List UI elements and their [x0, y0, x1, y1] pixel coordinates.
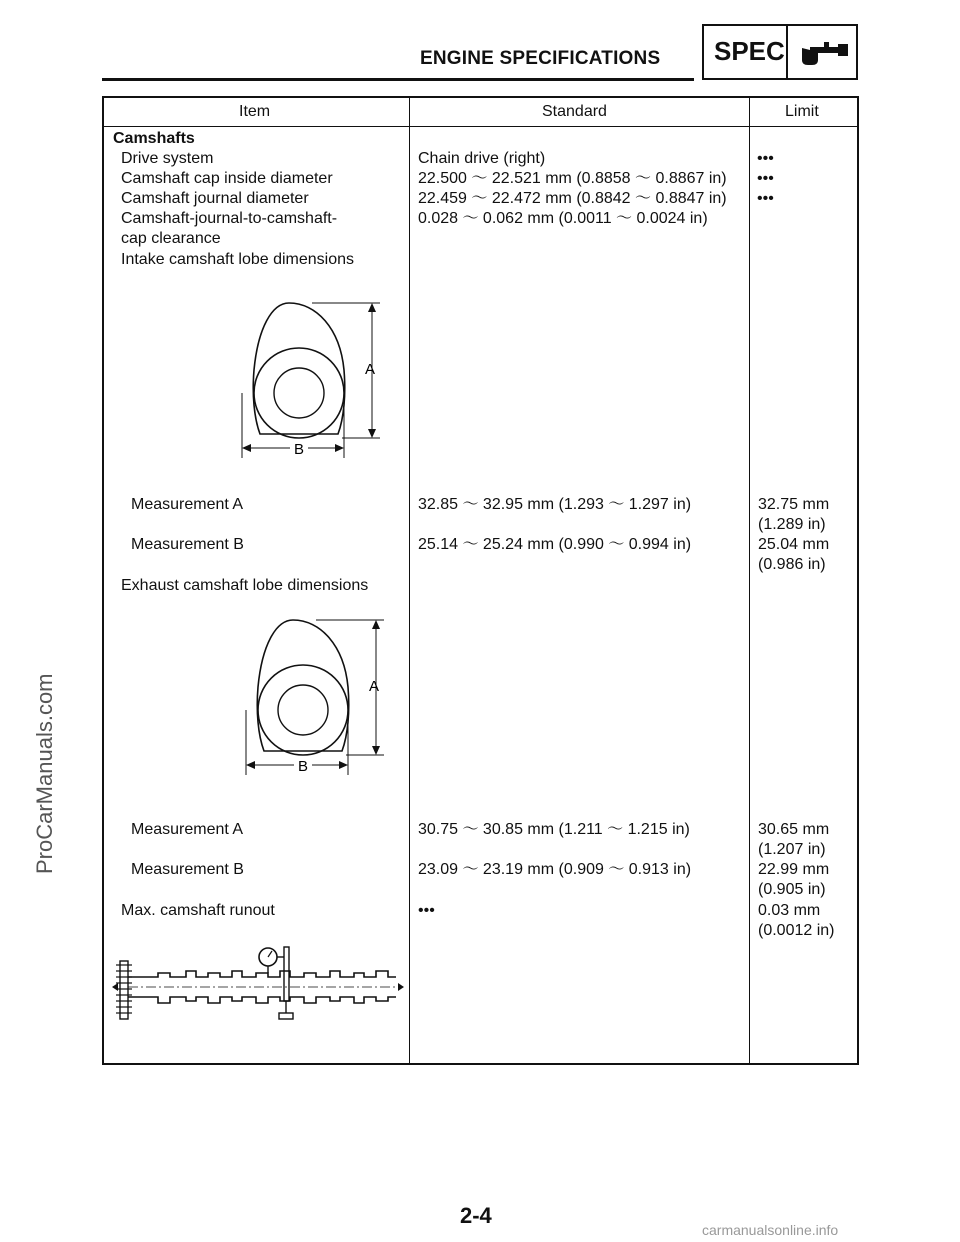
page-title: ENGINE SPECIFICATIONS — [420, 48, 661, 69]
standard-cap-inside-diameter: 22.500 ～ 22.521 mm (0.8858 ～ 0.8867 in) — [418, 170, 727, 187]
item-exhaust-b: Measurement B — [131, 861, 244, 878]
label-b: B — [298, 758, 309, 775]
item-intake-a: Measurement A — [131, 496, 244, 513]
limit-drive-system: ••• — [757, 150, 774, 167]
limit-cap-inside-diameter: ••• — [757, 170, 774, 187]
limit-intake-a-in: (1.289 in) — [758, 516, 826, 533]
limit-intake-b-in: (0.986 in) — [758, 556, 826, 573]
limit-runout-in: (0.0012 in) — [758, 922, 835, 939]
label-b: B — [294, 441, 305, 458]
column-divider — [749, 98, 750, 1063]
spec-table — [102, 96, 859, 1065]
header-rule — [102, 78, 694, 81]
caliper-icon — [798, 38, 852, 66]
item-exhaust-lobe-title: Exhaust camshaft lobe dimensions — [121, 577, 369, 594]
limit-runout-mm: 0.03 mm — [758, 902, 821, 919]
label-a: A — [365, 361, 376, 378]
item-journal-diameter: Camshaft journal diameter — [121, 190, 309, 207]
limit-exhaust-a-in: (1.207 in) — [758, 841, 826, 858]
limit-exhaust-b-in: (0.905 in) — [758, 881, 826, 898]
limit-intake-a-mm: 32.75 mm — [758, 496, 830, 513]
label-a: A — [369, 678, 380, 695]
page-number: 2-4 — [460, 1203, 492, 1228]
header-divider — [104, 126, 857, 127]
item-exhaust-a: Measurement A — [131, 821, 244, 838]
column-divider — [409, 98, 410, 1063]
exhaust-lobe-diagram — [238, 615, 388, 781]
standard-intake-a: 32.85 ～ 32.95 mm (1.293 ～ 1.297 in) — [418, 496, 692, 513]
item-cap-inside-diameter: Camshaft cap inside diameter — [121, 170, 333, 187]
standard-journal-diameter: 22.459 ～ 22.472 mm (0.8842 ～ 0.8847 in) — [418, 190, 727, 207]
standard-exhaust-b: 23.09 ～ 23.19 mm (0.909 ～ 0.913 in) — [418, 861, 692, 878]
item-clearance-line2: cap clearance — [121, 230, 221, 247]
item-drive-system: Drive system — [121, 150, 214, 167]
spec-divider — [786, 26, 788, 78]
section-title: Camshafts — [113, 130, 195, 147]
item-intake-b: Measurement B — [131, 536, 244, 553]
column-header-limit: Limit — [785, 103, 819, 120]
column-header-standard: Standard — [542, 103, 607, 120]
spec-label: SPEC — [714, 36, 785, 66]
column-header-item: Item — [239, 103, 271, 120]
standard-runout: ••• — [418, 902, 435, 919]
footer-url: carmanualsonline.info — [702, 1222, 839, 1238]
limit-exhaust-b-mm: 22.99 mm — [758, 861, 830, 878]
camshaft-runout-diagram — [108, 943, 408, 1028]
item-intake-lobe-title: Intake camshaft lobe dimensions — [121, 251, 355, 268]
standard-drive-system: Chain drive (right) — [418, 150, 546, 167]
limit-journal-diameter: ••• — [757, 190, 774, 207]
limit-exhaust-a-mm: 30.65 mm — [758, 821, 830, 838]
standard-intake-b: 25.14 ～ 25.24 mm (0.990 ～ 0.994 in) — [418, 536, 692, 553]
watermark-text: ProCarManuals.com — [32, 673, 57, 874]
spec-badge — [702, 24, 858, 80]
intake-lobe-diagram — [234, 298, 384, 464]
item-runout: Max. camshaft runout — [121, 902, 275, 919]
standard-exhaust-a: 30.75 ～ 30.85 mm (1.211 ～ 1.215 in) — [418, 821, 690, 838]
standard-clearance: 0.028 ～ 0.062 mm (0.0011 ～ 0.0024 in) — [418, 210, 708, 227]
limit-intake-b-mm: 25.04 mm — [758, 536, 830, 553]
item-clearance-line1: Camshaft-journal-to-camshaft- — [121, 210, 338, 227]
